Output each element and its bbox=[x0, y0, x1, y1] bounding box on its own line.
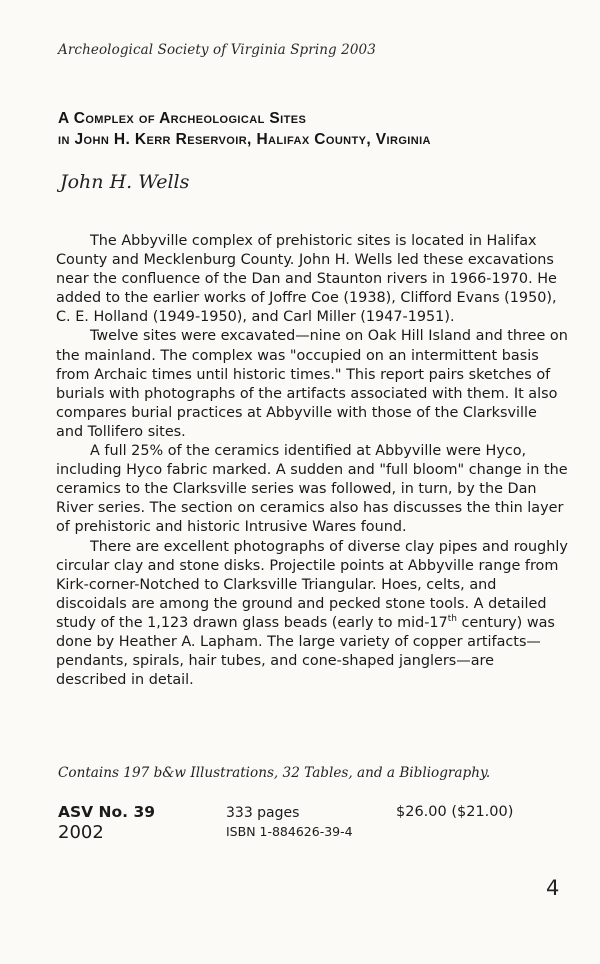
contents-note: Contains 197 b&w Illustrations, 32 Tables, and a Bibliography. bbox=[58, 765, 491, 781]
publication-year: 2002 bbox=[58, 822, 104, 843]
paragraph-1: The Abbyville complex of prehistoric sites is located in Halifax County and Mecklenburg County. John H. Wells led these excavations near the confluence of the Dan and Staunton rivers in 1966-1970. He added to the earlier works of Joffre Coe (1938), Clifford Evans (1950), C. E. Holland (1949-1950), and Carl Miller (1947-1951). bbox=[56, 233, 557, 326]
article-title bbox=[58, 108, 558, 150]
running-head: Archeological Society of Virginia Spring 2003 bbox=[58, 42, 376, 58]
ordinal-superscript: th bbox=[447, 614, 457, 625]
page-number: 4 bbox=[546, 876, 560, 900]
title-line-2: in John H. Kerr Reservoir, Halifax County, Virginia bbox=[58, 131, 431, 148]
paragraph-4 bbox=[56, 538, 568, 691]
price: $26.00 ($21.00) bbox=[396, 804, 514, 820]
title-line-1: A Complex of Archeological Sites bbox=[58, 110, 307, 127]
article-body bbox=[56, 232, 568, 690]
paragraph-4-part-2: century) was done by Heather A. Lapham. The large variety of copper artifacts—pendants, spirals, hair tubes, and cone-shaped janglers—are described in detail. bbox=[56, 614, 555, 689]
series-number: ASV No. 39 bbox=[58, 803, 156, 821]
paragraph-3: A full 25% of the ceramics identified at Abbyville were Hyco, including Hyco fabric marked. A sudden and "full bloom" change in the ceramics to the Clarksville series was followed, in turn, by the Dan River series. The section on ceramics also has discusses the thin layer of prehistoric and historic Intrusive Wares found. bbox=[56, 443, 568, 536]
paragraph-4-part-1: There are excellent photographs of diverse clay pipes and roughly circular clay and stone disks. Projectile points at Abbyville range from Kirk-corner-Notched to Clarksville Triangular. Hoes, celts, and discoidals are among the ground and pecked stone tools. A detailed study of the 1,123 drawn glass beads (early to mid-17 bbox=[56, 538, 568, 631]
isbn: ISBN 1-884626-39-4 bbox=[226, 824, 353, 839]
author-name: John H. Wells bbox=[60, 171, 190, 193]
page-count: 333 pages bbox=[226, 805, 300, 821]
paragraph-2: Twelve sites were excavated—nine on Oak Hill Island and three on the mainland. The complex was "occupied on an intermittent basis from Archaic times until historic times." This report pairs sketches of burials with photographs of the artifacts associated with them. It also compares burial practices at Abbyville with those of the Clarksville and Tollifero sites. bbox=[56, 328, 568, 440]
